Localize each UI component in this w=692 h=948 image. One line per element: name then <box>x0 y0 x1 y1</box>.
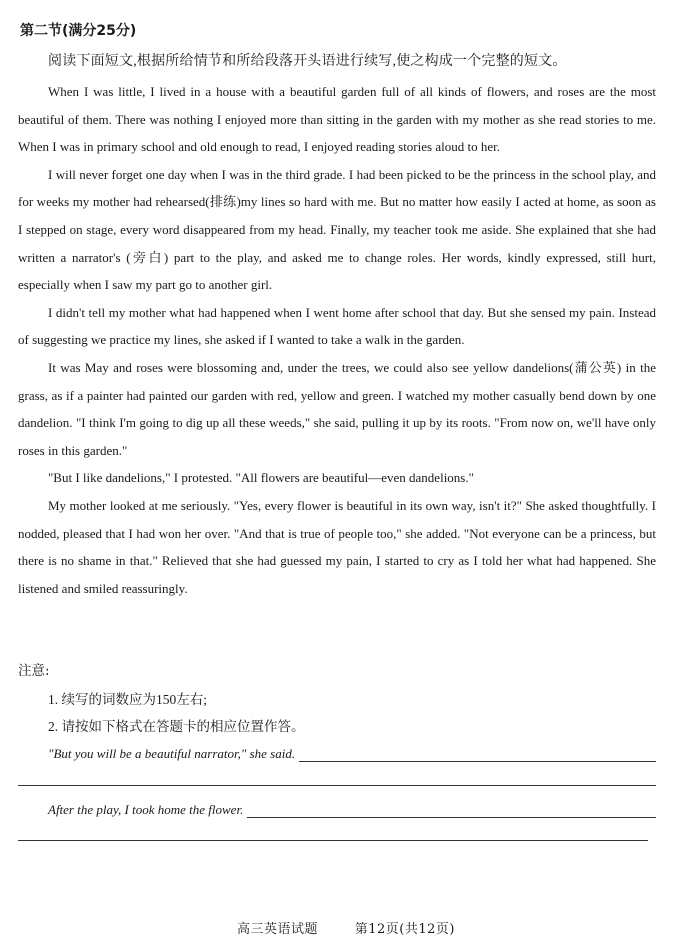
passage-paragraph: It was May and roses were blossoming and, under the trees, we could also see yellow dandelions(蒲公英) in the grass, as if a painter had painted our garden with red, yellow and green. I watched my mother casually bend down by one dandelion. "I think I'm going to dig up all these weeds," she said, pulling it up by its roots. "From now on, we'll have only roses in this garden." <box>18 359 656 458</box>
passage-paragraph: I didn't tell my mother what had happened when I went home after school that day. But she sensed my pain. Instead of suggesting we practice my lines, she asked if I wanted to take a walk in the garden. <box>18 304 656 348</box>
note-item: 2. 请按如下格式在答题卡的相应位置作答。 <box>48 719 305 735</box>
answer-blank[interactable] <box>247 803 656 818</box>
footer-page-number: 第12页(共12页) <box>354 922 455 937</box>
answer-blank[interactable] <box>299 747 656 762</box>
prompt-text: "But you will be a beautiful narrator," she said. <box>48 746 296 761</box>
section-title: 第二节(满分25分) <box>20 23 137 39</box>
footer-subject: 高三英语试题 <box>237 922 319 937</box>
task-instruction: 阅读下面短文,根据所给情节和所给段落开头语进行续写,使之构成一个完整的短文。 <box>48 54 567 69</box>
answer-line[interactable] <box>18 840 648 841</box>
passage-paragraph: My mother looked at me seriously. "Yes, every flower is beautiful in its own way, isn't it?" She asked thoughtfully. I nodded, pleased that I had won her over. "And that is true of people too," she added. "Not everyone can be a princess, but there is no shame in that." Relieved that she had guessed my pain, I started to cry as I told her what had happened. She listened and smiled reassuringly. <box>18 497 656 596</box>
answer-line[interactable] <box>18 785 656 786</box>
passage <box>18 78 656 602</box>
passage-paragraph: "But I like dandelions," I protested. "All flowers are beautiful—even dandelions." <box>48 470 474 486</box>
passage-paragraph: When I was little, I lived in a house with a beautiful garden full of all kinds of flowers, and roses are the most beautiful of them. There was nothing I enjoyed more than sitting in the garden with my mother as she read stories to me. When I was in primary school and old enough to read, I enjoyed reading stories aloud to her. <box>18 84 656 155</box>
notes-section <box>18 658 658 741</box>
prompt-text: After the play, I took home the flower. <box>48 802 244 817</box>
page-footer <box>0 918 692 937</box>
passage-paragraph: I will never forget one day when I was in the third grade. I had been picked to be the princess in the school play, and for weeks my mother had rehearsed(排练)my lines so hard with me. But no matter how easily I acted at home, as soon as I stepped on stage, every word disappeared from my head. Finally, my teacher took me aside. She explained that she had written a narrator's (旁白) part to the play, and asked me to change roles. Her words, kindly expressed, still hurt, especially when I saw my part go to another girl. <box>18 166 656 293</box>
notes-label: 注意: <box>18 663 50 679</box>
continuation-prompt-2 <box>48 796 656 818</box>
continuation-prompt-1 <box>48 740 656 762</box>
note-item: 1. 续写的词数应为150左右; <box>48 691 208 707</box>
